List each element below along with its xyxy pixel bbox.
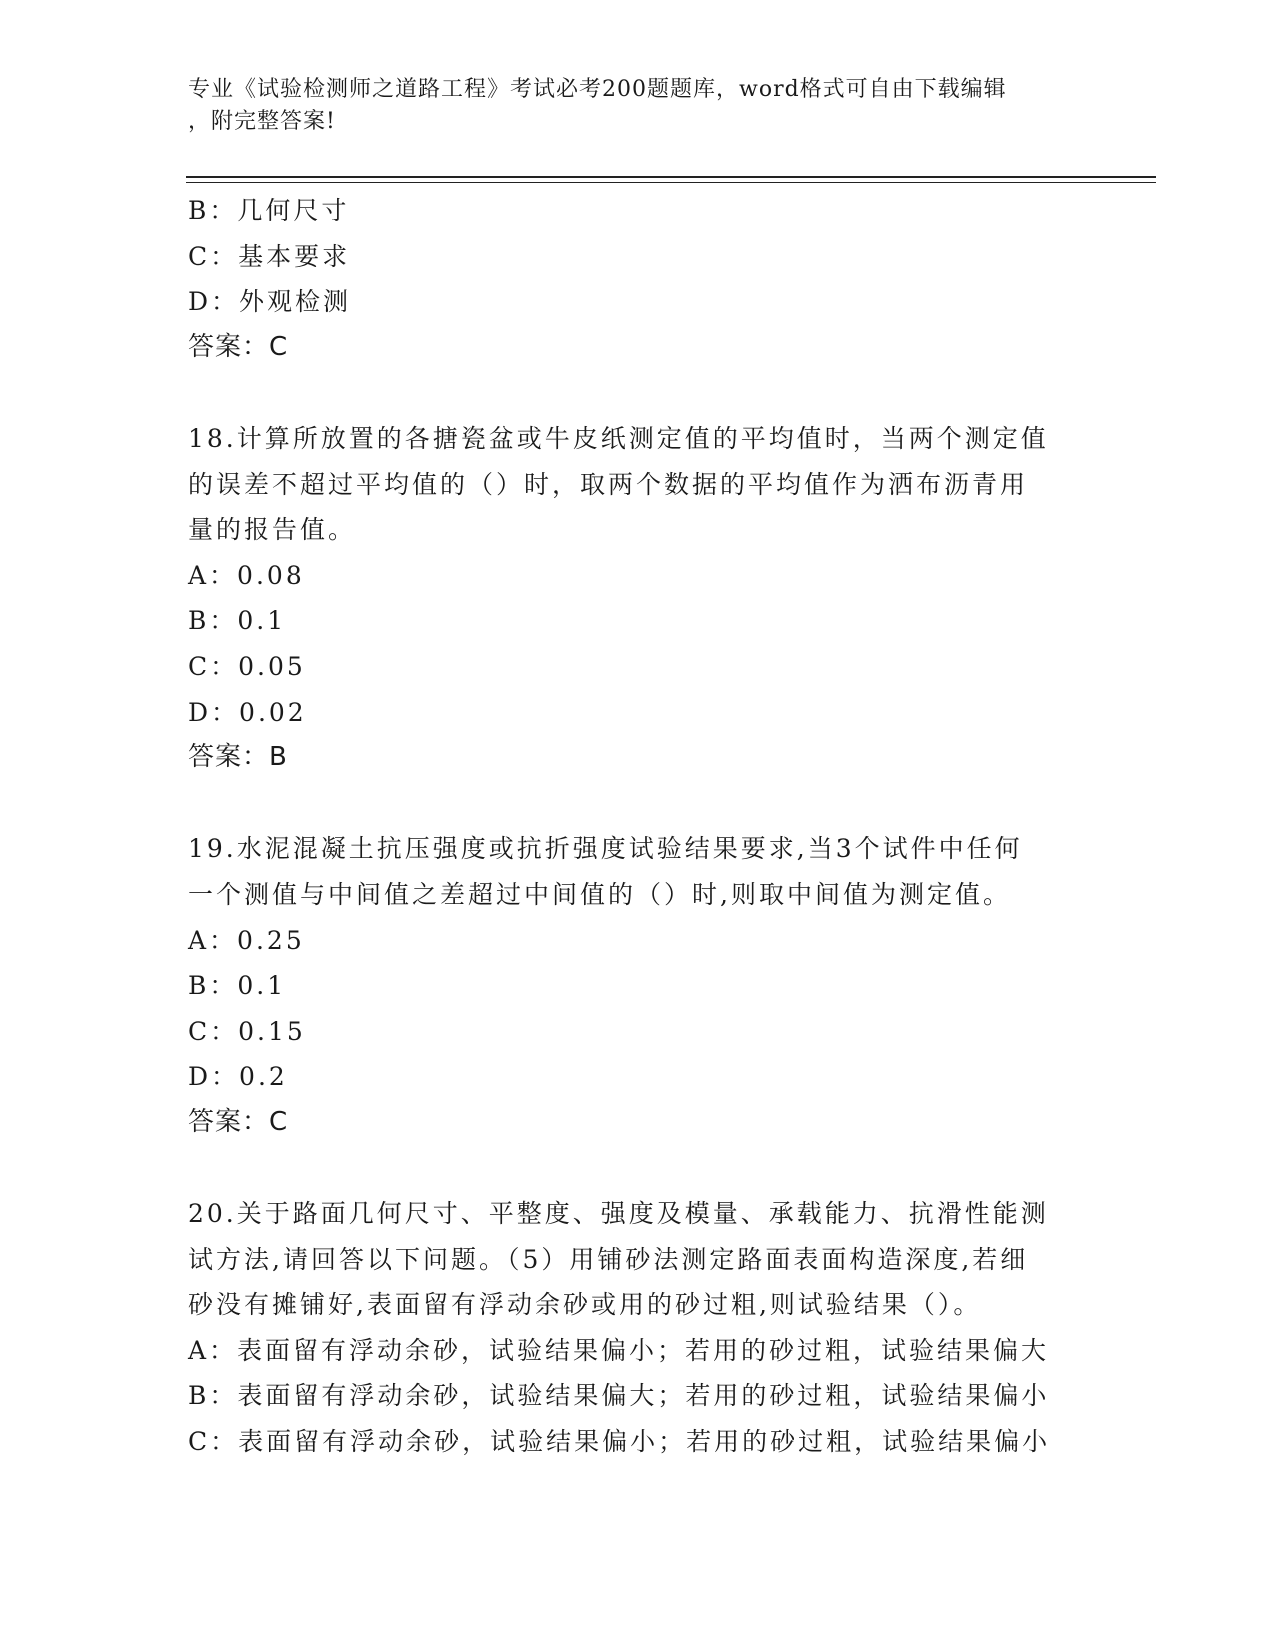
option-a: A：表面留有浮动余砂，试验结果偏小；若用的砂过粗，试验结果偏大: [188, 1335, 1050, 1365]
option-d: D：0.2: [188, 1062, 288, 1092]
question-text-line: 的误差不超过平均值的（）时，取两个数据的平均值作为洒布沥青用: [188, 469, 1029, 499]
question-text-line: 砂没有摊铺好,表面留有浮动余砂或用的砂过粗,则试验结果（）。: [188, 1290, 982, 1320]
option-b: B：0.1: [188, 971, 287, 1001]
option-d: D：0.02: [188, 697, 307, 727]
question-text-line: 20.关于路面几何尺寸、平整度、强度及模量、承载能力、抗滑性能测: [188, 1199, 1049, 1229]
spacer: [188, 781, 1088, 827]
option-c: C：0.05: [188, 651, 306, 681]
option-b: B：表面留有浮动余砂，试验结果偏大；若用的砂过粗，试验结果偏小: [188, 1381, 1050, 1411]
header-divider-thin: [186, 182, 1156, 183]
option-c: C：表面留有浮动余砂，试验结果偏小；若用的砂过粗，试验结果偏小: [188, 1427, 1051, 1457]
question-text-line: 一个测值与中间值之差超过中间值的（）时,则取中间值为测定值。: [188, 879, 1011, 909]
spacer: [188, 1145, 1088, 1191]
question-19: [188, 826, 1088, 1145]
option-d: D：外观检测: [188, 287, 352, 317]
question-18: [188, 416, 1088, 781]
header-line-1: 专业《试验检测师之道路工程》考试必考200题题库，word格式可自由下载编辑: [188, 77, 1007, 102]
question-text-line: 量的报告值。: [188, 515, 357, 545]
header-divider-thick: [186, 176, 1156, 178]
document-body: [188, 188, 1088, 1465]
document-header: [188, 74, 1068, 138]
question-20: [188, 1191, 1088, 1465]
question-17: [188, 188, 1088, 370]
option-b: B：几何尺寸: [188, 196, 350, 225]
header-line-2: ，附完整答案!: [188, 109, 336, 134]
spacer: [188, 370, 1088, 416]
option-c: C：基本要求: [188, 241, 351, 271]
option-a: A：0.08: [188, 560, 305, 590]
question-text-line: 试方法,请回答以下问题。（5）用铺砂法测定路面表面构造深度,若细: [188, 1244, 1029, 1274]
answer-line: 答案：C: [188, 1106, 289, 1137]
option-b: B：0.1: [188, 606, 287, 636]
answer-line: 答案：C: [188, 331, 289, 362]
question-text-line: 18.计算所放置的各搪瓷盆或牛皮纸测定值的平均值时，当两个测定值: [188, 423, 1049, 453]
option-c: C：0.15: [188, 1016, 306, 1046]
answer-line: 答案：B: [188, 742, 288, 773]
question-text-line: 19.水泥混凝土抗压强度或抗折强度试验结果要求,当3个试件中任何: [188, 834, 1023, 864]
option-a: A：0.25: [188, 925, 305, 955]
